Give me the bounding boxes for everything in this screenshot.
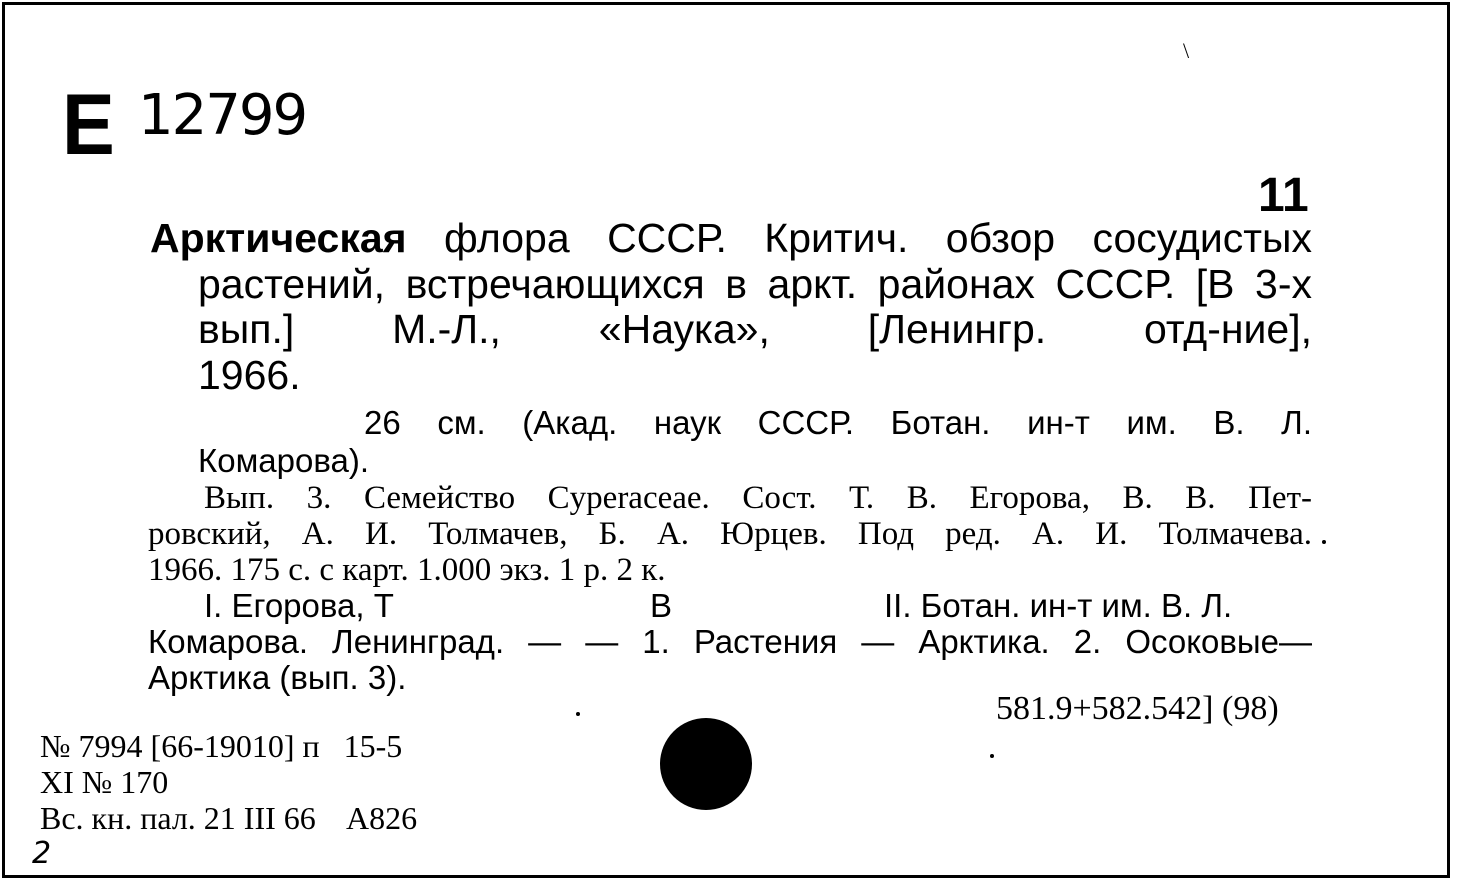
tracing-line-1 <box>148 588 1312 624</box>
footer-line-3: Вс. кн. пал. 21 III 66 A826 <box>40 800 418 836</box>
details-line-2: ровский, А. И. Толмачев, Б. А. Юрцев. Под ред. А. И. Толмачева. <box>148 516 1312 552</box>
title-line-3: вып.] М.-Л., «Наука», [Ленингр. отд-ние], <box>198 306 1312 352</box>
title-entry <box>150 216 1312 398</box>
corner-mark: \ <box>1183 38 1190 63</box>
tracing-line-1-a: I. Егорова, Т <box>204 587 394 624</box>
tracing-line-1-b: В <box>650 587 673 624</box>
footer-line-2: XI № 170 <box>40 764 169 800</box>
title-line-1 <box>150 216 1312 262</box>
details-line-1: Вып. 3. Семейство Cyperaceae. Сост. Т. В. Егорова, В. В. Пет- <box>204 480 1312 516</box>
card-number: 11 <box>1258 169 1309 222</box>
title-line-4: 1966. <box>198 351 301 398</box>
title-heading: Арктическая <box>150 215 407 261</box>
series-line-1: 26 см. (Акад. наук СССР. Ботан. ин-т им. В. Л. <box>364 404 1312 441</box>
volume-details <box>148 480 1312 588</box>
ink-speck <box>576 712 580 716</box>
series-line-2: Комарова). <box>198 442 369 479</box>
title-line-1-rest: флора СССР. Критич. обзор сосудистых <box>444 215 1312 261</box>
tracing-line-2: Комарова. Ленинград. — — 1. Растения — Арктика. 2. Осоковые— <box>148 623 1312 660</box>
punch-hole <box>660 718 752 810</box>
ink-speck <box>1322 540 1326 544</box>
classification-number: 581.9+582.542] (98) <box>996 690 1279 727</box>
footer-line-1: № 7994 [66-19010] п 15-5 <box>40 728 403 764</box>
call-letter: Е <box>62 77 115 173</box>
handwritten-mark: 2 <box>32 836 52 871</box>
tracing-line-3: Арктика (вып. 3). <box>148 659 407 696</box>
card-footer <box>40 728 417 836</box>
details-line-3: 1966. 175 с. с карт. 1.000 экз. 1 р. 2 к. <box>148 552 666 588</box>
tracing-line-1-c: II. Ботан. ин-т им. В. Л. <box>884 587 1233 624</box>
series-note <box>198 404 1312 480</box>
title-line-2: растений, встречающихся в аркт. районах СССР. [В 3-х <box>198 260 1312 307</box>
call-number: 12799 <box>138 83 307 148</box>
ink-speck <box>990 754 994 758</box>
tracing-block <box>148 588 1312 696</box>
title-continuation <box>150 262 1312 399</box>
